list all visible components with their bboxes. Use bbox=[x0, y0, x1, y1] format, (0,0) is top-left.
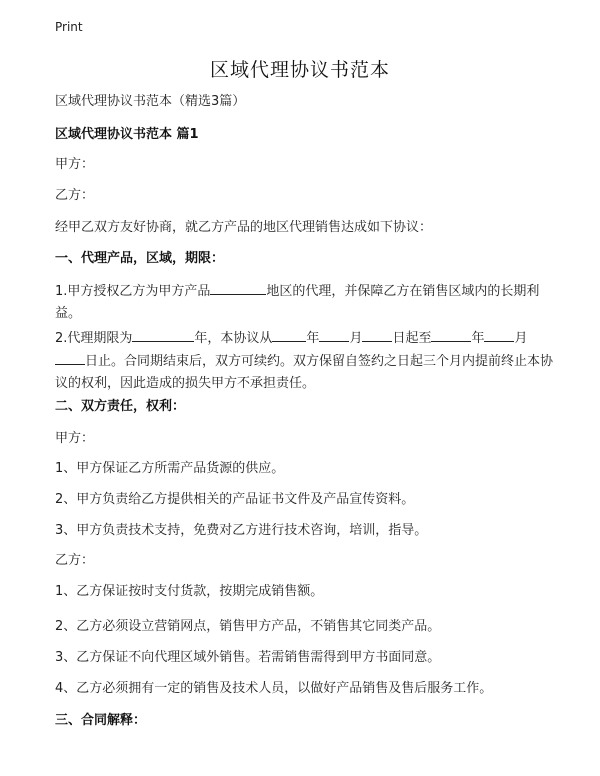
fill-blank bbox=[210, 280, 266, 295]
party-b-duty-4: 4、乙方必须拥有一定的销售及技术人员，以做好产品销售及售后服务工作。 bbox=[55, 681, 493, 696]
section-title: 区域代理协议书范本 篇1 bbox=[55, 127, 199, 142]
heading-2: 二、双方责任，权利： bbox=[55, 399, 186, 414]
print-link[interactable]: Print bbox=[55, 20, 83, 34]
party-a-duty-3: 3、甲方负责技术支持，免费对乙方进行技术咨询，培训，指导。 bbox=[55, 523, 428, 538]
party-b-duty-2: 2、乙方必须设立营销网点，销售甲方产品，不销售其它同类产品。 bbox=[55, 619, 441, 634]
clause-text: 年 bbox=[471, 331, 485, 346]
clause-text: 年，本协议从 bbox=[194, 331, 273, 346]
fill-blank bbox=[362, 327, 392, 342]
clause-text: 日止。合同期结束后，双方可续约。双方保留自签约之日起三个月内提前终止本协议的权利，因此造成的损失甲方不承担责任。 bbox=[55, 354, 554, 391]
heading-3: 三、合同解释： bbox=[55, 713, 147, 728]
clause-text: 月 bbox=[514, 331, 528, 346]
clause-text: 月 bbox=[349, 331, 363, 346]
fill-blank bbox=[272, 327, 306, 342]
fill-blank bbox=[431, 327, 471, 342]
fill-blank bbox=[55, 350, 85, 365]
fill-blank bbox=[484, 327, 514, 342]
party-b-label-2: 乙方： bbox=[55, 553, 95, 568]
clause-text: 年 bbox=[306, 331, 320, 346]
party-a-duty-2: 2、甲方负责给乙方提供相关的产品证书文件及产品宣传资料。 bbox=[55, 492, 415, 507]
party-b-label: 乙方： bbox=[55, 188, 95, 203]
document-subtitle: 区域代理协议书范本（精选3篇） bbox=[55, 94, 246, 109]
party-b-duty-3: 3、乙方保证不向代理区域外销售。若需销售需得到甲方书面同意。 bbox=[55, 650, 441, 665]
document-title: 区域代理协议书范本 bbox=[209, 59, 390, 81]
fill-blank bbox=[319, 327, 349, 342]
party-a-label: 甲方： bbox=[55, 157, 95, 172]
clause-text: 1.甲方授权乙方为甲方产品 bbox=[55, 284, 211, 299]
party-b-duty-1: 1、乙方保证按时支付货款，按期完成销售额。 bbox=[55, 584, 324, 599]
fill-blank bbox=[132, 327, 194, 342]
clause-1-2 bbox=[55, 327, 555, 395]
party-a-duty-1: 1、甲方保证乙方所需产品货源的供应。 bbox=[55, 461, 285, 476]
heading-1: 一、代理产品，区域，期限： bbox=[55, 251, 225, 266]
clause-text: 地区的代理，并保障乙方在销售区域内的长期利益。 bbox=[55, 284, 540, 321]
party-a-label-2: 甲方： bbox=[55, 431, 95, 446]
intro-paragraph: 经甲乙双方友好协商，就乙方产品的地区代理销售达成如下协议： bbox=[55, 220, 433, 235]
clause-text: 2.代理期限为 bbox=[55, 331, 133, 346]
clause-1-1 bbox=[55, 280, 555, 325]
clause-text: 日起至 bbox=[392, 331, 432, 346]
